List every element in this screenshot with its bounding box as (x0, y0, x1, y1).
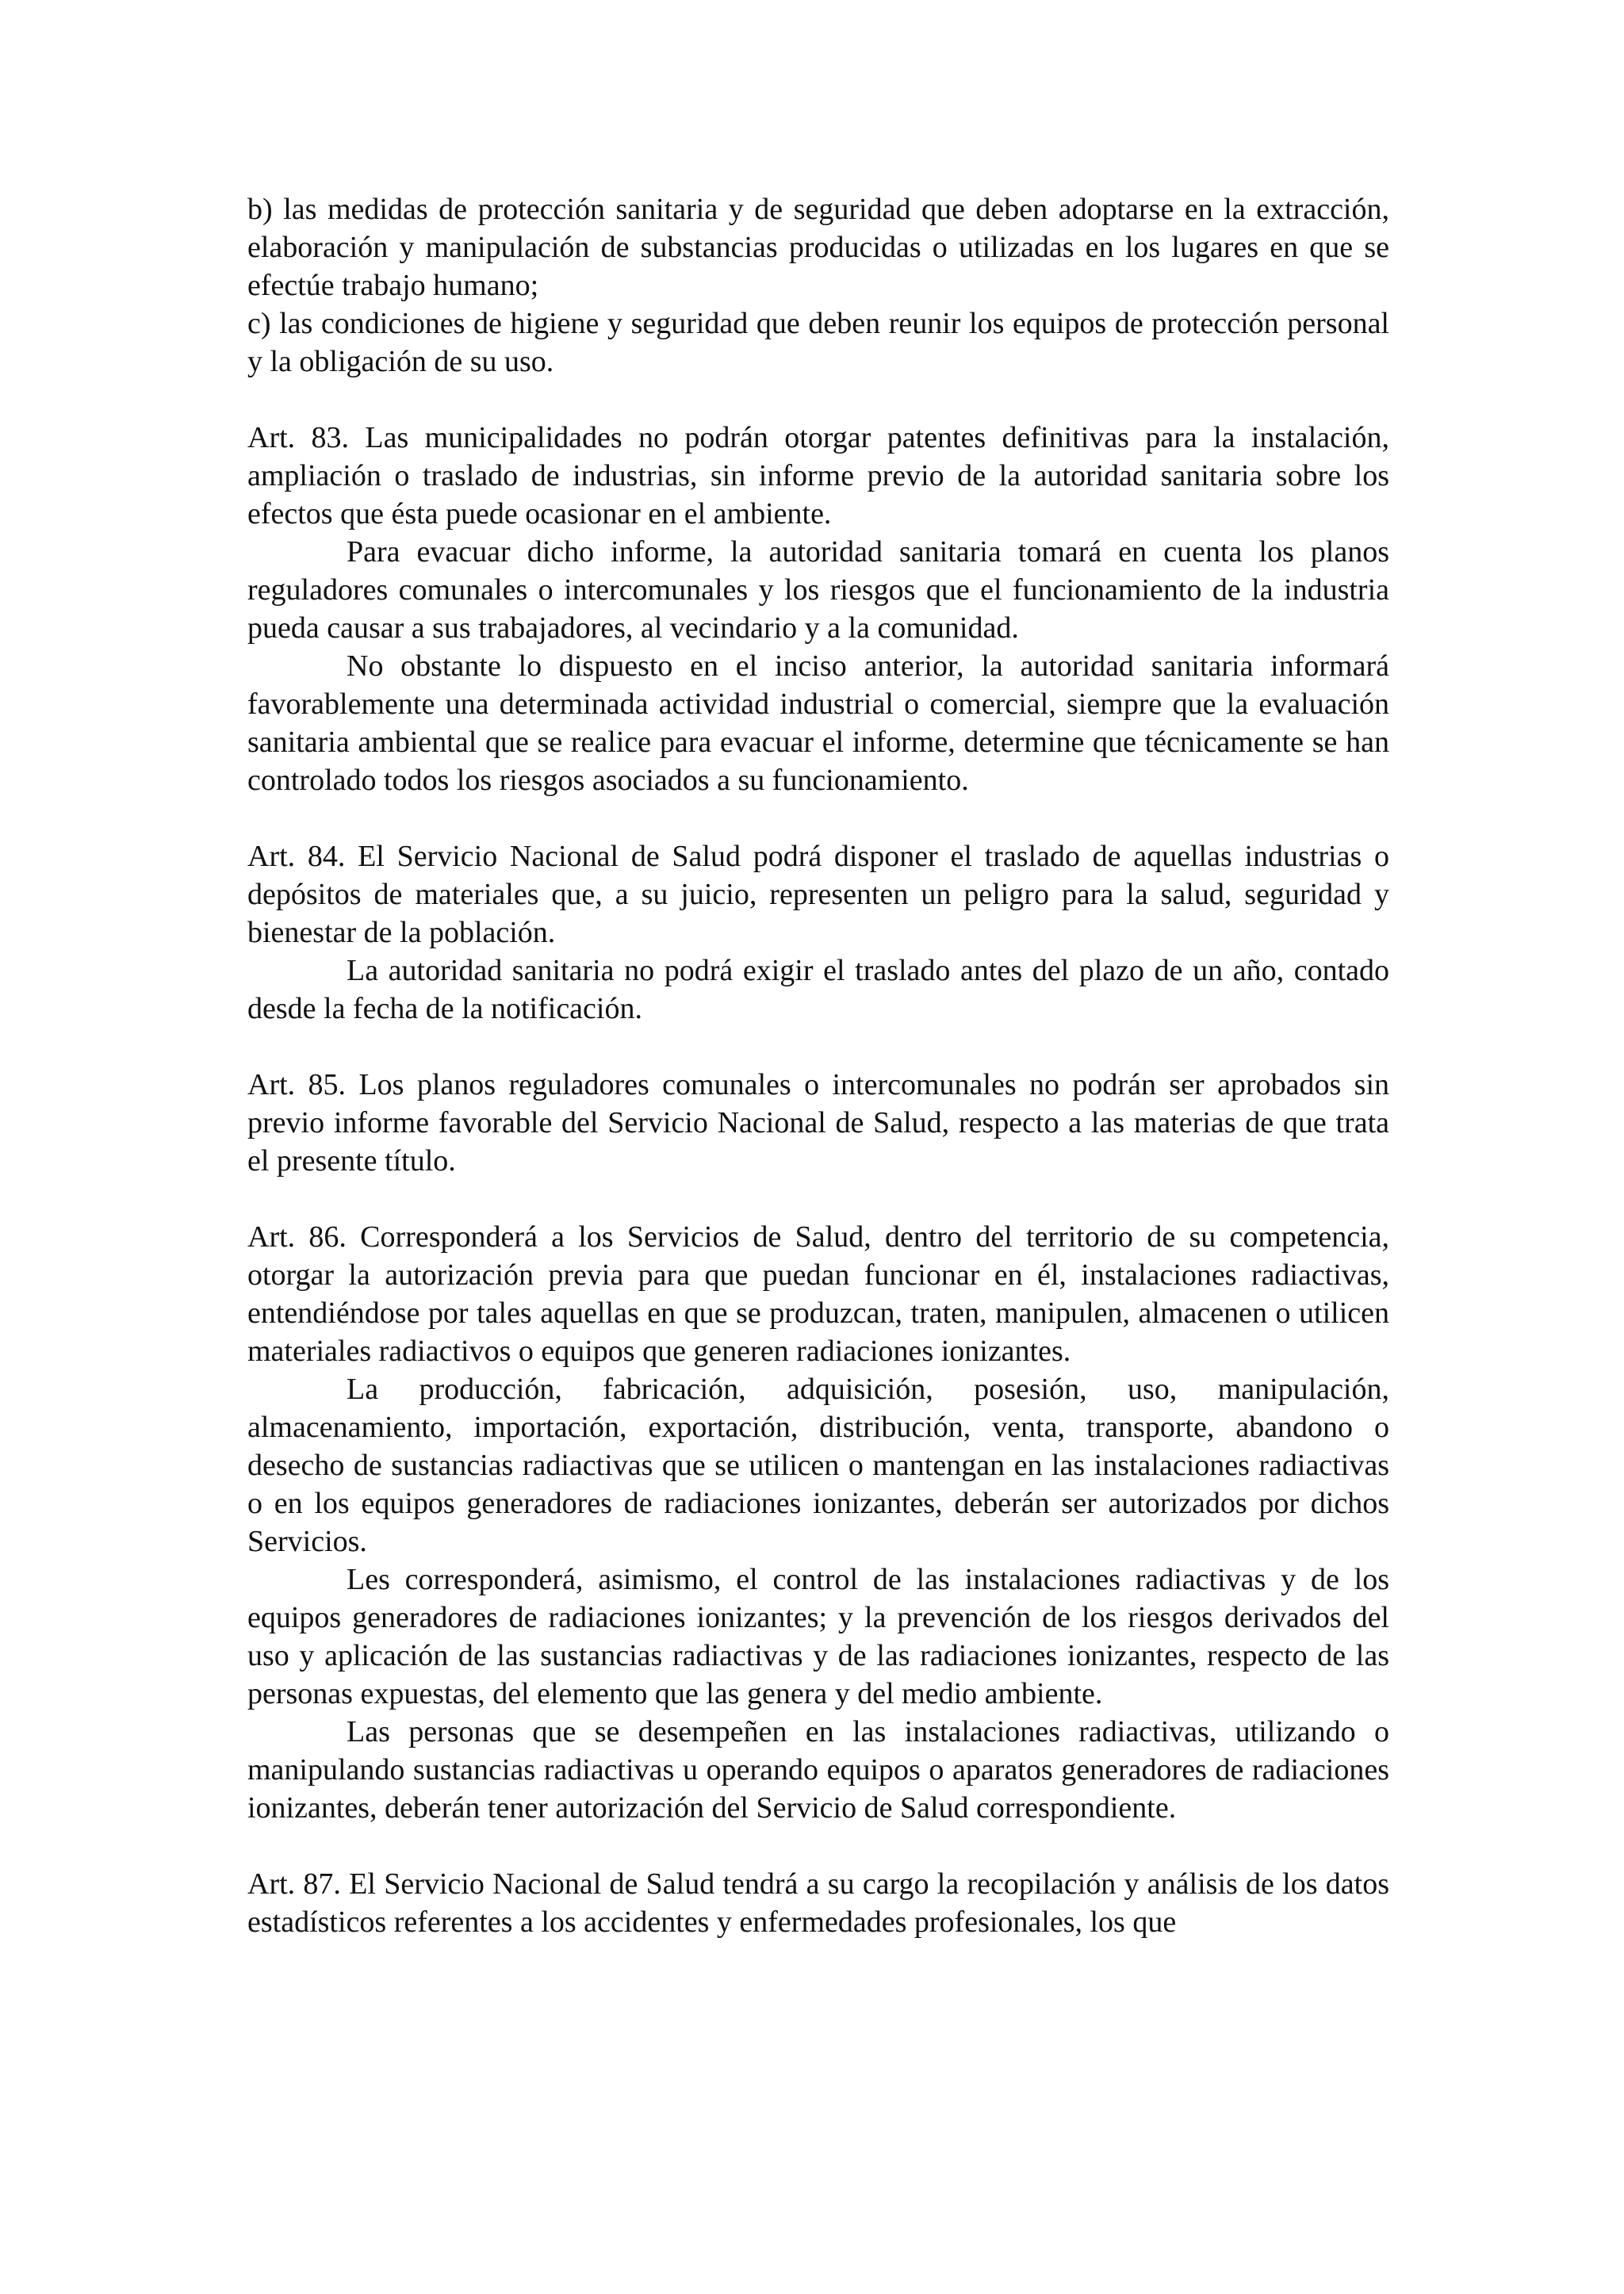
art83-paragraph-2: Para evacuar dicho informe, la autoridad sanitaria tomará en cuenta los planos reguladores comunales o intercomunales y los riesgos que el funcionamiento de la industria pueda causar a sus trabajadores, al vecindario y a la comunidad. (247, 535, 1389, 645)
item-b: b) las medidas de protección sanitaria y de seguridad que deben adoptarse en la extracción, elaboración y manipulación de substancias producidas o utilizadas en los lugares en que se efectúe trabajo humano; (247, 193, 1389, 302)
art86-paragraph-3: Les corresponderá, asimismo, el control de las instalaciones radiactivas y de los equipos generadores de radiaciones ionizantes; y la prevención de los riesgos derivados del uso y aplicación de las sustancias radiactivas y de las radiaciones ionizantes, respecto de las personas expuestas, del elemento que las genera y del medio ambiente. (247, 1563, 1389, 1710)
art86-paragraph-2: La producción, fabricación, adquisición, posesión, uso, manipulación, almacenamiento, importación, exportación, distribución, venta, transporte, abandono o desecho de sustancias radiactivas que se utilicen o mantengan en las instalaciones radiactivas o en los equipos generadores de radiaciones ionizantes, deberán ser autorizados por dichos Servicios. (247, 1373, 1389, 1558)
paragraph-gap (247, 799, 1389, 837)
paragraph-gap (247, 1180, 1389, 1218)
item-c: c) las condiciones de higiene y seguridad que deben reunir los equipos de protección personal y la obligación de su uso. (247, 307, 1389, 378)
document-page (247, 190, 1389, 1941)
art85-paragraph-1: Art. 85. Los planos reguladores comunales o intercomunales no podrán ser aprobados sin previo informe favorable del Servicio Nacional de Salud, respecto a las materias de que trata el presente título. (247, 1068, 1389, 1178)
paragraph-gap (247, 1028, 1389, 1066)
paragraph-gap (247, 1827, 1389, 1865)
art86-paragraph-4: Las personas que se desempeñen en las instalaciones radiactivas, utilizando o manipulando sustancias radiactivas u operando equipos o aparatos generadores de radiaciones ionizantes, deberán tener autorización del Servicio de Salud correspondiente. (247, 1715, 1389, 1825)
art83-paragraph-3: No obstante lo dispuesto en el inciso anterior, la autoridad sanitaria informará favorablemente una determinada actividad industrial o comercial, siempre que la evaluación sanitaria ambiental que se realice para evacuar el informe, determine que técnicamente se han controlado todos los riesgos asociados a su funcionamiento. (247, 649, 1389, 797)
art86-paragraph-1: Art. 86. Corresponderá a los Servicios de Salud, dentro del territorio de su competencia, otorgar la autorización previa para que puedan funcionar en él, instalaciones radiactivas, entendiéndose por tales aquellas en que se produzcan, traten, manipulen, almacenen o utilicen materiales radiactivos o equipos que generen radiaciones ionizantes. (247, 1220, 1389, 1368)
art84-paragraph-2: La autoridad sanitaria no podrá exigir el traslado antes del plazo de un año, contado desde la fecha de la notificación. (247, 954, 1389, 1025)
art84-paragraph-1: Art. 84. El Servicio Nacional de Salud podrá disponer el traslado de aquellas industrias o depósitos de materiales que, a su juicio, representen un peligro para la salud, seguridad y bienestar de la población. (247, 840, 1389, 949)
paragraph-gap (247, 381, 1389, 419)
art87-paragraph-1: Art. 87. El Servicio Nacional de Salud tendrá a su cargo la recopilación y análisis de los datos estadísticos referentes a los accidentes y enfermedades profesionales, los que (247, 1867, 1389, 1939)
art83-paragraph-1: Art. 83. Las municipalidades no podrán otorgar patentes definitivas para la instalación, ampliación o traslado de industrias, sin informe previo de la autoridad sanitaria sobre los efectos que ésta puede ocasionar en el ambiente. (247, 421, 1389, 530)
